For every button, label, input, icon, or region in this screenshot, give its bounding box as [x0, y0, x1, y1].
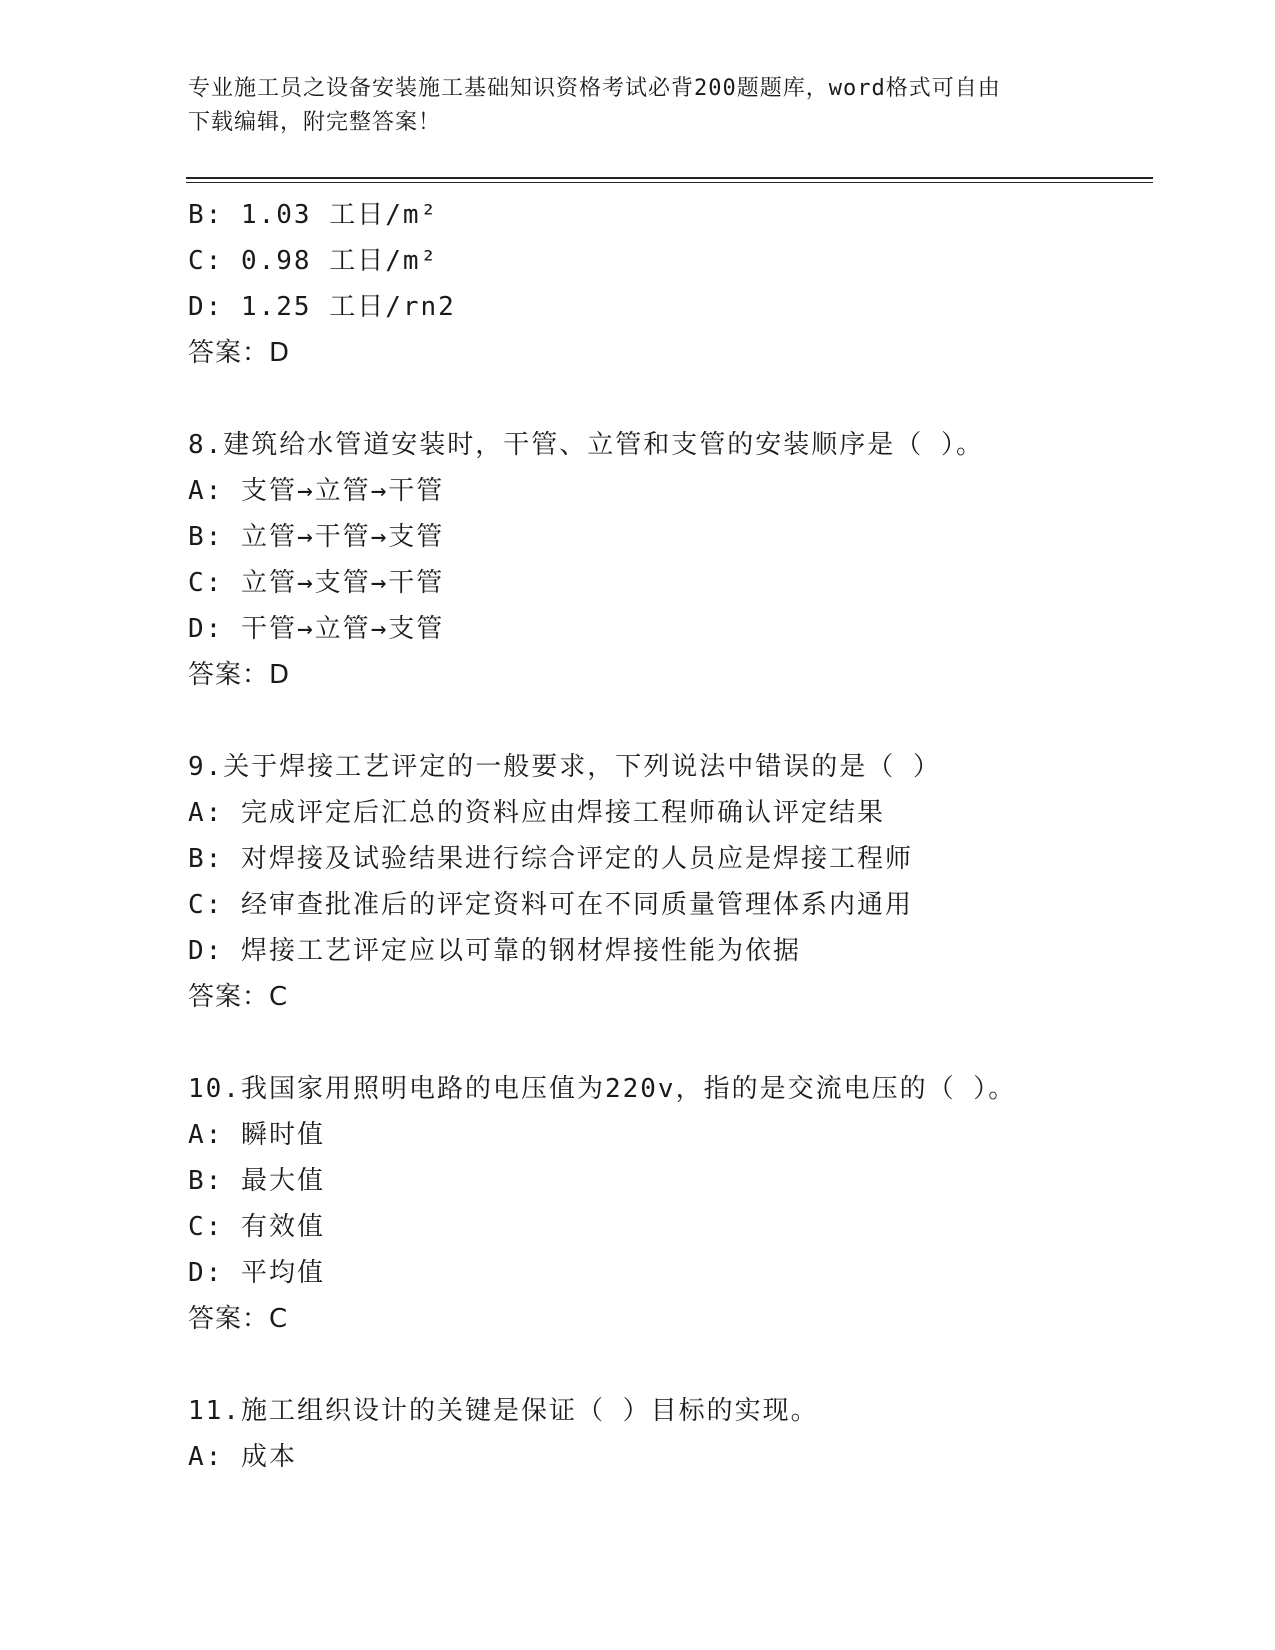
spacer: [188, 698, 1148, 744]
spacer: [188, 1020, 1148, 1066]
option-d: D: 干管→立管→支管: [188, 614, 445, 644]
option-b: B: 对焊接及试验结果进行综合评定的人员应是焊接工程师: [188, 844, 913, 874]
option-b: B: 最大值: [188, 1166, 325, 1196]
question-stem: 10.我国家用照明电路的电压值为220v，指的是交流电压的（ ）。: [188, 1074, 1017, 1104]
header-divider-thin: [186, 182, 1153, 183]
spacer: [188, 1342, 1148, 1388]
question-9: [188, 744, 1148, 1020]
option-c: C: 立管→支管→干管: [188, 568, 445, 598]
option-d: D: 1.25 工日/rn2: [188, 292, 456, 322]
option-a: A: 瞬时值: [188, 1120, 325, 1150]
option-a: A: 支管→立管→干管: [188, 476, 445, 506]
option-c: C: 有效值: [188, 1212, 325, 1242]
question-stem: 11.施工组织设计的关键是保证（ ）目标的实现。: [188, 1396, 819, 1426]
option-d: D: 平均值: [188, 1258, 325, 1288]
option-c: C: 0.98 工日/m²: [188, 246, 439, 276]
answer: 答案：D: [188, 660, 291, 690]
question-stem: 9.关于焊接工艺评定的一般要求，下列说法中错误的是（ ）: [188, 752, 941, 782]
question-10: [188, 1066, 1148, 1342]
document-header: [188, 72, 1068, 140]
answer: 答案：C: [188, 982, 289, 1012]
option-a: A: 完成评定后汇总的资料应由焊接工程师确认评定结果: [188, 798, 885, 828]
question-stem: 8.建筑给水管道安装时，干管、立管和支管的安装顺序是（ ）。: [188, 430, 984, 460]
answer: 答案：C: [188, 1304, 289, 1334]
option-b: B: 立管→干管→支管: [188, 522, 445, 552]
question-list: [188, 192, 1148, 1480]
option-c: C: 经审查批准后的评定资料可在不同质量管理体系内通用: [188, 890, 913, 920]
option-b: B: 1.03 工日/m²: [188, 200, 439, 230]
question-7-tail: [188, 192, 1148, 376]
header-line-1: 专业施工员之设备安装施工基础知识资格考试必背200题题库，word格式可自由: [188, 76, 1001, 101]
question-8: [188, 422, 1148, 698]
spacer: [188, 376, 1148, 422]
option-a: A: 成本: [188, 1442, 297, 1472]
question-11: [188, 1388, 1148, 1480]
option-d: D: 焊接工艺评定应以可靠的钢材焊接性能为依据: [188, 936, 801, 966]
header-line-2: 下载编辑，附完整答案！: [188, 110, 442, 135]
header-divider-thick: [186, 177, 1153, 179]
answer: 答案：D: [188, 338, 291, 368]
